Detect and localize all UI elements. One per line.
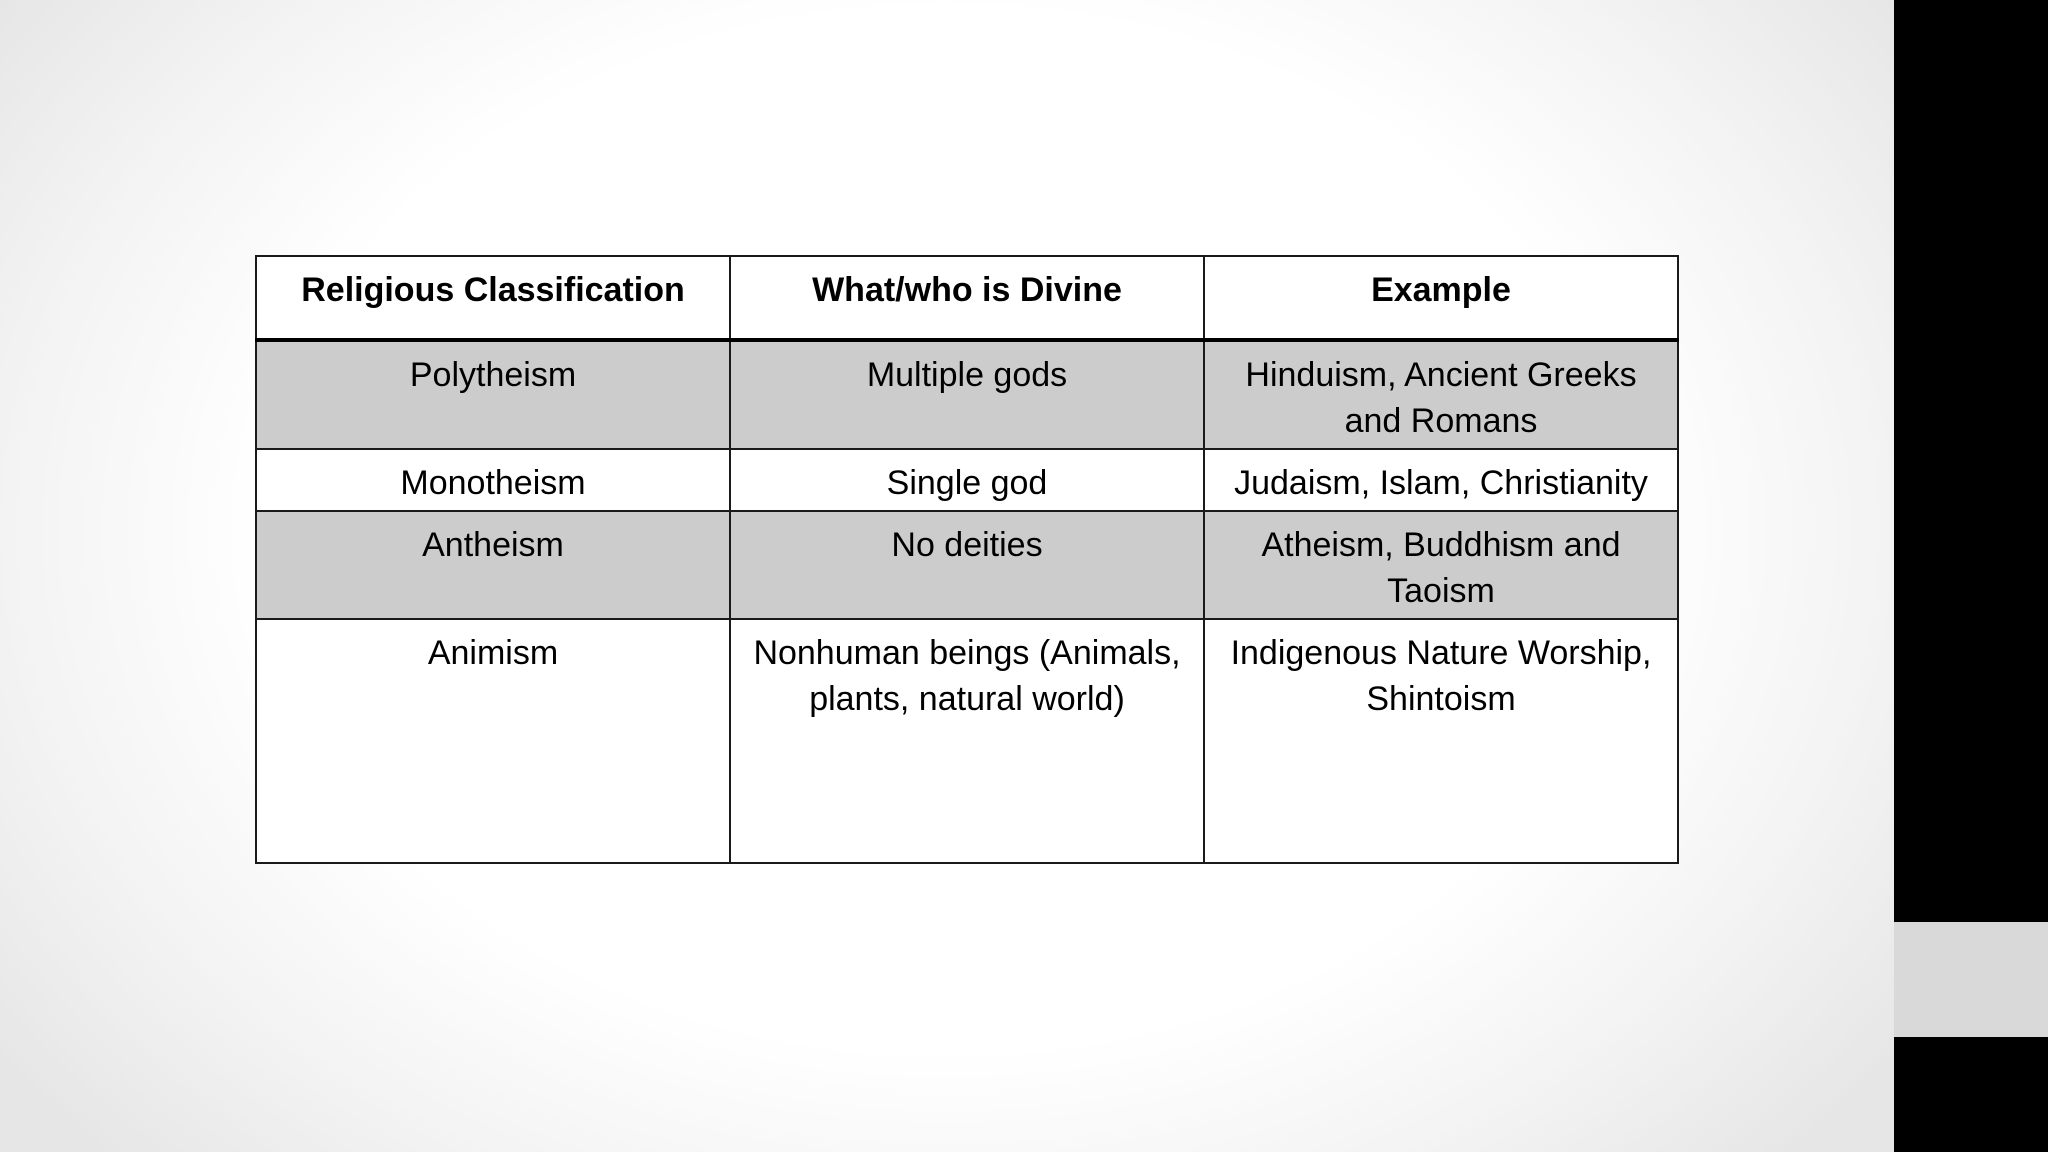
side-panel-block — [1894, 922, 2048, 1037]
header-example: Example — [1204, 256, 1678, 340]
table-header-row — [256, 256, 1678, 340]
example-cell: Hinduism, Ancient Greeks and Romans — [1204, 340, 1678, 449]
header-what-who-is-divine: What/who is Divine — [730, 256, 1204, 340]
header-religious-classification: Religious Classification — [256, 256, 730, 340]
table-row — [256, 619, 1678, 863]
classification-cell: Polytheism — [256, 340, 730, 449]
example-cell: Indigenous Nature Worship, Shintoism — [1204, 619, 1678, 863]
divine-cell: Single god — [730, 449, 1204, 511]
classification-cell: Antheism — [256, 511, 730, 619]
table-row — [256, 340, 1678, 449]
classification-cell: Animism — [256, 619, 730, 863]
table-row — [256, 449, 1678, 511]
divine-cell: No deities — [730, 511, 1204, 619]
divine-cell: Multiple gods — [730, 340, 1204, 449]
divine-cell: Nonhuman beings (Animals, plants, natural world) — [730, 619, 1204, 863]
religion-classification-table — [255, 255, 1679, 864]
side-panel — [1894, 0, 2048, 1152]
table-row — [256, 511, 1678, 619]
example-cell: Atheism, Buddhism and Taoism — [1204, 511, 1678, 619]
classification-cell: Monotheism — [256, 449, 730, 511]
example-cell: Judaism, Islam, Christianity — [1204, 449, 1678, 511]
